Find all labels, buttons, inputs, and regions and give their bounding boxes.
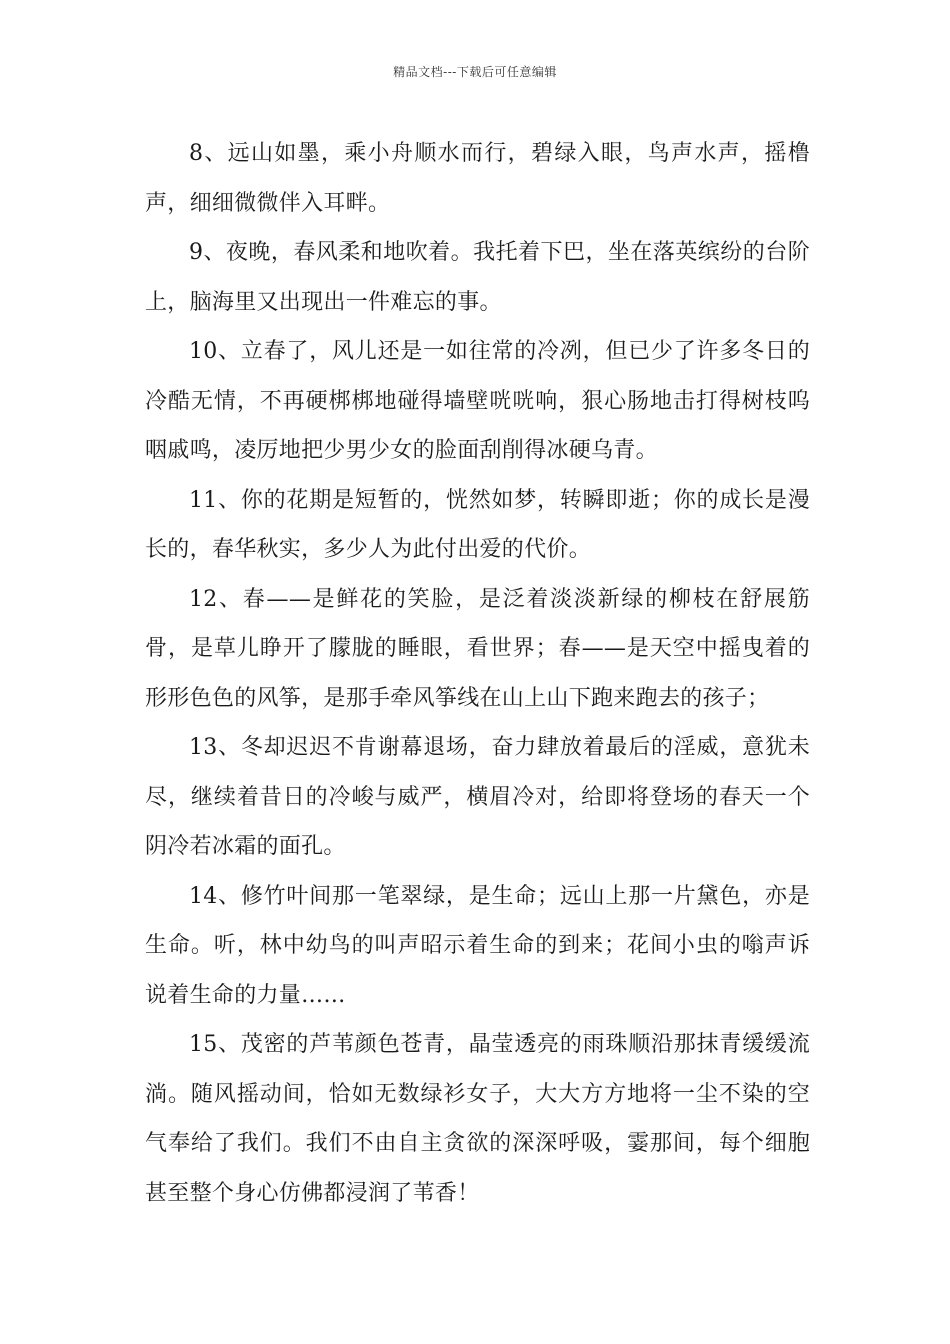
page-header: 精品文档---下载后可任意编辑 <box>393 65 557 79</box>
paragraph-11: 11、你的花期是短暂的，恍然如梦，转瞬即逝；你的成长是漫长的，春华秋实，多少人为此付出爱的代价。 <box>145 487 810 562</box>
paragraph-14: 14、修竹叶间那一笔翠绿，是生命；远山上那一片黛色，亦是生命。听，林中幼鸟的叫声昭示着生命的到来；花间小虫的嗡声诉说着生命的力量…… <box>145 883 810 1008</box>
paragraph-12: 12、春——是鲜花的笑脸，是泛着淡淡新绿的柳枝在舒展筋骨，是草儿睁开了朦胧的睡眼，看世界；春——是天空中摇曳着的形形色色的风筝，是那手牵风筝线在山上山下跑来跑去的孩子； <box>145 586 810 711</box>
paragraph-13: 13、冬却迟迟不肯谢幕退场，奋力肆放着最后的淫威，意犹未尽，继续着昔日的冷峻与威严，横眉冷对，给即将登场的春天一个阴冷若冰霜的面孔。 <box>145 735 810 859</box>
document-body <box>145 129 810 1218</box>
paragraph-15: 15、茂密的芦苇颜色苍青，晶莹透亮的雨珠顺沿那抹青缓缓流淌。随风摇动间，恰如无数绿衫女子，大大方方地将一尘不染的空气奉给了我们。我们不由自主贪欲的深深呼吸，霎那间，每个细胞甚至整个身心仿佛都浸润了苇香！ <box>145 1032 810 1206</box>
paragraph-9: 9、夜晚，春风柔和地吹着。我托着下巴，坐在落英缤纷的台阶上，脑海里又出现出一件难忘的事。 <box>145 240 810 315</box>
paragraph-8: 8、远山如墨，乘小舟顺水而行，碧绿入眼，鸟声水声，摇橹声，细细微微伴入耳畔。 <box>145 141 810 216</box>
paragraph-10: 10、立春了，风儿还是一如往常的冷冽，但已少了许多冬日的冷酷无情，不再硬梆梆地碰得墙壁咣咣响，狠心肠地击打得树枝呜咽戚鸣，凌厉地把少男少女的脸面刮削得冰硬乌青。 <box>145 339 810 463</box>
